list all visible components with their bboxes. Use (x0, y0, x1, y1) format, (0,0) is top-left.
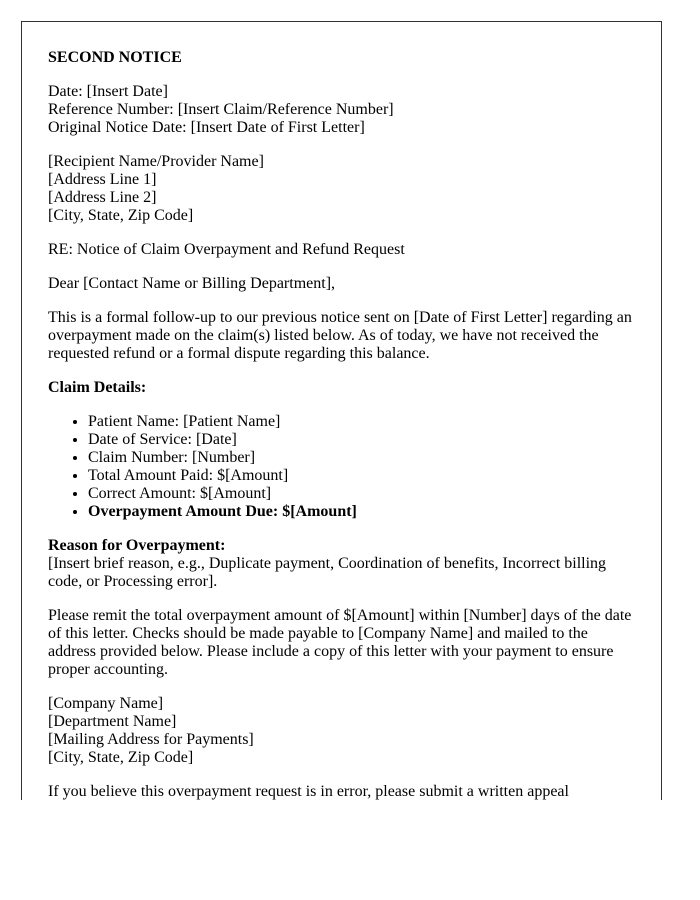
claim-detail-patient-name: • Patient Name: [Patient Name] (88, 413, 635, 431)
letter-container (21, 21, 662, 800)
claim-detail-correct-amount: • Correct Amount: $[Amount] (88, 485, 635, 503)
payee-mailing-address: [Mailing Address for Payments] (48, 731, 254, 748)
claim-detail-total-amount-paid: • Total Amount Paid: $[Amount] (88, 467, 635, 485)
claim-details-heading: Claim Details: (48, 379, 147, 396)
address-line-1: [Address Line 1] (48, 171, 157, 188)
address-line-2: [Address Line 2] (48, 189, 157, 206)
claim-details-list (48, 413, 635, 521)
recipient-name-line: [Recipient Name/Provider Name] (48, 153, 264, 170)
claim-detail-claim-number: • Claim Number: [Number] (88, 449, 635, 467)
subject-line: RE: Notice of Claim Overpayment and Refund Request (48, 241, 405, 258)
reference-number-line: Reference Number: [Insert Claim/Reference Number] (48, 101, 394, 118)
payee-address-block (48, 695, 635, 767)
salutation: Dear [Contact Name or Billing Department], (48, 275, 336, 292)
claim-detail-overpayment-amount-due: • Overpayment Amount Due: $[Amount] (88, 503, 635, 521)
original-notice-date-line: Original Notice Date: [Insert Date of First Letter] (48, 119, 365, 136)
reason-block (48, 537, 635, 591)
meta-block (48, 83, 635, 137)
payee-department-name: [Department Name] (48, 713, 177, 730)
payee-company-name: [Company Name] (48, 695, 164, 712)
city-state-zip-line: [City, State, Zip Code] (48, 207, 194, 224)
remit-paragraph: Please remit the total overpayment amount of $[Amount] within [Number] days of the date of this letter. Checks should be made payable to [Company Name] and mailed to the address provided below. Please include a copy of this letter with your payment to ensure proper accounting. (48, 607, 632, 678)
payee-city-state-zip: [City, State, Zip Code] (48, 749, 194, 766)
claim-detail-date-of-service: • Date of Service: [Date] (88, 431, 635, 449)
date-line: Date: [Insert Date] (48, 83, 168, 100)
recipient-address-block (48, 153, 635, 225)
closing-paragraph: If you believe this overpayment request is in error, please submit a written appeal (48, 783, 569, 800)
intro-paragraph: This is a formal follow-up to our previous notice sent on [Date of First Letter] regarding an overpayment made on the claim(s) listed below. As of today, we have not received the requested refund or a formal dispute regarding this balance. (48, 309, 632, 362)
reason-heading: Reason for Overpayment: (48, 537, 226, 554)
letter-title: SECOND NOTICE (48, 49, 182, 66)
reason-text: [Insert brief reason, e.g., Duplicate payment, Coordination of benefits, Incorrect billing code, or Processing error]. (48, 555, 607, 590)
